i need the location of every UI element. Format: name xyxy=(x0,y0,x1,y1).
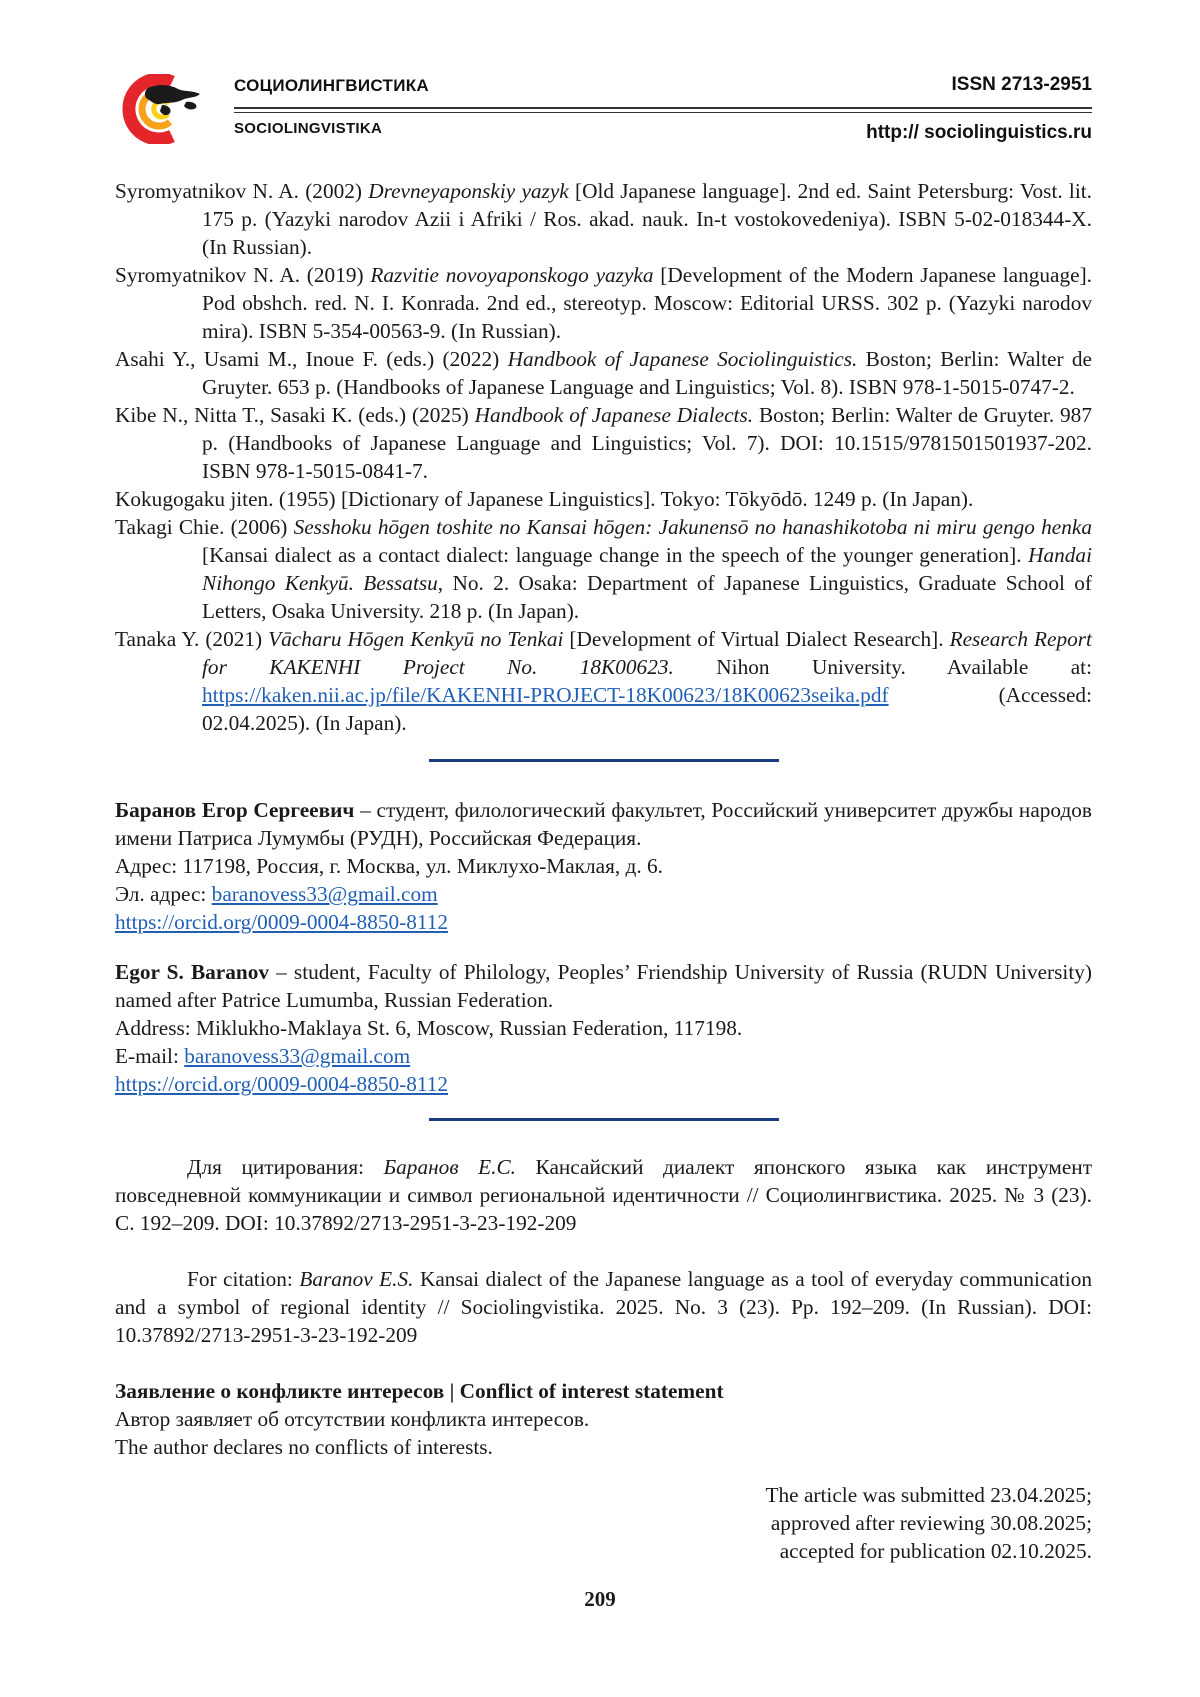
citation-en: For citation: Baranov E.S. Kansai dialect of the Japanese language as a tool of everyday communication and a symbol of regional identity // Sociolingvistika. 2025. No. 3 (23). Pp. 192–209. (In Russian). DOI: 10.37892/2713-2951-3-23-192-209 xyxy=(115,1267,1092,1347)
reference-item: Syromyatnikov N. A. (2002) Drevneyaponskiy yazyk [Old Japanese language]. 2nd ed. Saint Petersburg: Vost. lit. 175 p. (Yazyki narodov Azii i Afriki / Ros. akad. nauk. In-t vostokovedeniya). ISBN 5-02-018344-X. (In Russian). xyxy=(115,179,1092,259)
author-orcid-link[interactable]: https://orcid.org/0009-0004-8850-8112 xyxy=(115,1072,449,1096)
author-info-en: Egor S. Baranov – student, Faculty of Philology, Peoples’ Friendship University of Russia (RUDN University) named after Patrice Lumumba, Russian Federation. Address: Miklukho-Maklaya St. 6, Moscow, Russian Federation, 117198. E-mail: baranovess33@gmail.com https://orcid.org/0009-0004-8850-8112 xyxy=(115,960,1092,1096)
page-header xyxy=(112,70,1092,150)
reference-link[interactable]: https://kaken.nii.ac.jp/file/KAKENHI-PROJECT-18K00623/18K00623seika.pdf xyxy=(202,683,889,707)
author-name-en: Egor S. Baranov xyxy=(115,960,270,984)
reference-list xyxy=(115,177,1092,737)
author-address-en: Address: Miklukho-Maklaya St. 6, Moscow, Russian Federation, 117198. xyxy=(115,1016,743,1040)
journal-logo-icon xyxy=(112,74,208,144)
website-url: http:// sociolinguistics.ru xyxy=(866,122,1092,143)
article-dates xyxy=(115,1481,1092,1565)
reference-item: Tanaka Y. (2021) Vācharu Hōgen Kenkyū no Tenkai [Development of Virtual Dialect Research]. Research Report for KAKENHI Project No. 18K00623. Nihon University. Available at: https://kaken.nii.ac.jp/file/KAKENHI-PROJECT-18K00623/18K00623seika.pdf (Accessed: 02.04.2025). (In Japan). xyxy=(115,627,1092,735)
reference-item: Kokugogaku jiten. (1955) [Dictionary of Japanese Linguistics]. Tokyo: Tōkyōdō. 1249 p. (In Japan). xyxy=(115,487,974,511)
reference-item: Takagi Chie. (2006) Sesshoku hōgen toshite no Kansai hōgen: Jakunensō no hanashikotoba ni miru gengo henka [Kansai dialect as a contact dialect: language change in the speech of the younger generation]. Handai Nihongo Kenkyū. Bessatsu, No. 2. Osaka: Department of Japanese Linguistics, Graduate School of Letters, Osaka University. 218 p. (In Japan). xyxy=(115,515,1092,623)
author-info-ru: Баранов Егор Сергеевич – студент, филологический факультет, Российский университет дружбы народов имени Патриса Лумумбы (РУДН), Российская Федерация. Адрес: 117198, Россия, г. Москва, ул. Миклухо-Маклая, д. 6. Эл. адрес: baranovess33@gmail.com https://orcid.org/0009-0004-8850-8112 xyxy=(115,798,1092,934)
header-rule xyxy=(234,107,1092,109)
journal-title-en: SOCIOLINGVISTIKA xyxy=(234,120,383,137)
conflict-heading: Заявление о конфликте интересов | Conflict of interest statement xyxy=(115,1379,724,1403)
reference-item: Syromyatnikov N. A. (2019) Razvitie novoyaponskogo yazyka [Development of the Modern Japanese language]. Pod obshch. red. N. I. Konrada. 2nd ed., stereotyp. Moscow: Editorial URSS. 302 p. (Yazyki narodov mira). ISBN 5-354-00563-9. (In Russian). xyxy=(115,263,1093,343)
issn: ISSN 2713-2951 xyxy=(951,74,1092,95)
citation-ru: Для цитирования: Баранов Е.С. Кансайский диалект японского языка как инструмент повседневной коммуникации и символ региональной идентичности // Социолингвистика. 2025. № 3 (23). С. 192–209. DOI: 10.37892/2713-2951-3-23-192-209 xyxy=(115,1155,1092,1235)
conflict-statement xyxy=(115,1377,1092,1461)
conflict-text-en: The author declares no conflicts of interests. xyxy=(115,1435,493,1459)
author-email-link[interactable]: baranovess33@gmail.com xyxy=(184,1044,411,1068)
page-number: 209 xyxy=(584,1587,616,1611)
reference-item: Kibe N., Nitta T., Sasaki K. (eds.) (2025) Handbook of Japanese Dialects. Boston; Berlin: Walter de Gruyter. 987 p. (Handbooks of Japanese Language and Linguistics; Vol. 7). DOI: 10.1515/9781501501937-202. ISBN 978-1-5015-0841-7. xyxy=(115,403,1092,483)
submitted-date: The article was submitted 23.04.2025; xyxy=(765,1483,1092,1507)
section-divider xyxy=(429,759,779,762)
header-rule-thin xyxy=(234,112,1092,113)
reference-item: Asahi Y., Usami M., Inoue F. (eds.) (2022) Handbook of Japanese Sociolinguistics. Boston; Berlin: Walter de Gruyter. 653 p. (Handbooks of Japanese Language and Linguistics; Vol. 8). ISBN 978-1-5015-0747-2. xyxy=(115,347,1092,399)
author-orcid-link[interactable]: https://orcid.org/0009-0004-8850-8112 xyxy=(115,910,449,934)
author-name-ru: Баранов Егор Сергеевич xyxy=(115,798,355,822)
accepted-date: accepted for publication 02.10.2025. xyxy=(779,1539,1092,1563)
conflict-text-ru: Автор заявляет об отсутствии конфликта интересов. xyxy=(115,1407,590,1431)
author-address-ru: Адрес: 117198, Россия, г. Москва, ул. Миклухо-Маклая, д. 6. xyxy=(115,854,664,878)
approved-date: approved after reviewing 30.08.2025; xyxy=(770,1511,1092,1535)
page-content xyxy=(115,177,1092,1565)
journal-title-ru: СОЦИОЛИНГВИСТИКА xyxy=(234,76,429,95)
section-divider xyxy=(429,1118,779,1121)
author-email-link[interactable]: baranovess33@gmail.com xyxy=(211,882,438,906)
